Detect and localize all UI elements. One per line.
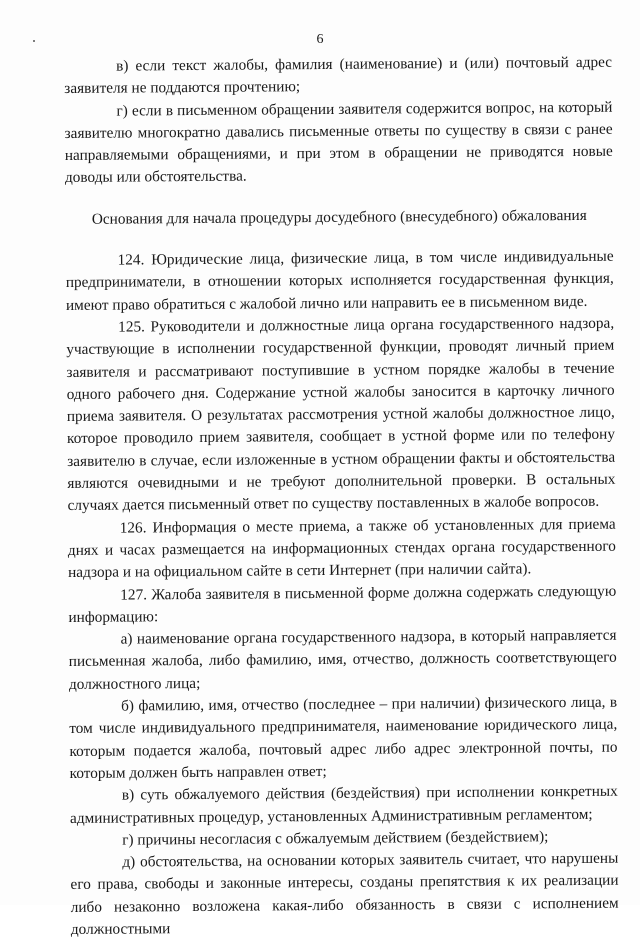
paragraph-124: 124. Юридические лица, физические лица, в том числе индивидуальные предприниматели, в отношении которых исполняется государственная функция, имеют право обратиться с жалобой лично или направить ее в письменном виде. (65, 247, 614, 314)
paragraph-item-v: в) если текст жалобы, фамилия (наименование) и (или) почтовый адрес заявителя не поддаются прочтению; (64, 53, 613, 98)
document-body (64, 52, 619, 941)
paragraph-126: 126. Информация о месте приема, а также об установленных для приема днях и часах размещается на информационных стендах органа государственного надзора и на официальном сайте в сети Интернет (при наличии сайта). (67, 515, 616, 582)
paragraph-127: 127. Жалоба заявителя в письменной форме должна содержать следующую информацию: (68, 582, 617, 626)
paragraph-127-d: д) обстоятельства, на основании которых заявитель считает, что нарушены его права, свободы и законные интересы, созданы препятствия к их реализации либо незаконно возложена какая-либо обязанность в связи с исполнением должностными (70, 849, 619, 938)
page-number: 6 (316, 32, 324, 47)
section-heading: Основания для начала процедуры досудебного (внесудебного) обжалования (91, 206, 587, 228)
paragraph-127-a: а) наименование органа государственного надзора, в который направляется письменная жалоба, либо фамилию, имя, отчество, должность соответствующего должностного лица; (68, 626, 617, 693)
paragraph-127-g: г) причины несогласия с обжалуемым действием (бездействием); (122, 828, 549, 849)
paragraph-125: 125. Руководители и должностные лица органа государственного надзора, участвующие в исполнении государственной функции, проводят личный прием заявителя и рассматривают поступившие в устном порядке жалобы в течение одного рабочего дня. Содержание устной жалобы заносится в карточку личного приема заявителя. О результатах рассмотрения устной жалобы должностное лицо, которое проводило прием заявителя, сообщает в устной форме или по телефону заявителю в случае, если изложенные в устном обращении факты и обстоятельства являются очевидными и не требуют дополнительной проверки. В остальных случаях дается письменный ответ по существу поставленных в жалобе вопросов. (66, 314, 616, 515)
paragraph-item-g: г) если в письменном обращении заявителя содержится вопрос, на который заявителю многократно давались письменные ответы по существу в связи с ранее направляемыми обращениями, и при этом в обращении не приводятся новые доводы или обстоятельства. (64, 98, 613, 187)
paragraph-127-b: б) фамилию, имя, отчество (последнее – при наличии) физического лица, в том числе индивидуального предпринимателя, наименование юридического лица, которым подается жалоба, почтовый адрес либо адрес электронной почты, по которым должен быть направлен ответ; (69, 693, 618, 782)
paragraph-127-v: в) суть обжалуемого действия (бездействия) при исполнении конкретных административных процедур, установленных Административным регламентом; (69, 782, 618, 827)
